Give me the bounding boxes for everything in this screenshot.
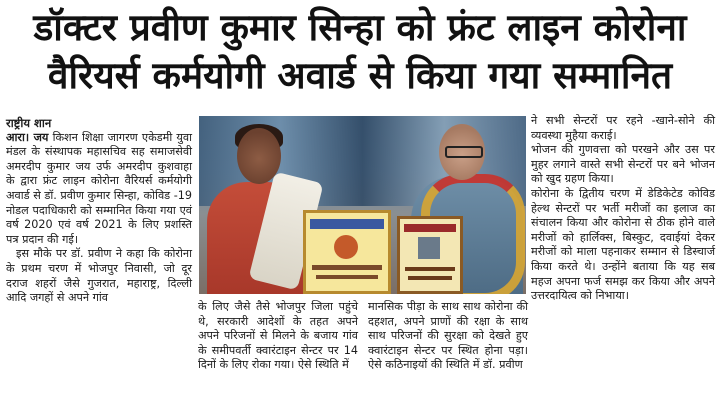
article-column-4 <box>531 114 715 408</box>
headline <box>0 0 720 108</box>
paragraph-7: कोरोना के द्वितीय चरण में डेडिकेटेड कोविड हेल्थ सेन्टरों पर भर्ती मरीजों का इलाज का संचालन किया और कोरोना से ठीक होने वाले मरीजों को हार्लिक्स, बिस्कुट, दवाईयां देकर मरीजों को माला पहनाकर सम्मान से डिस्चार्ज किया करते थे। उन्होंने बताया कि यह सब महज अपना फर्ज समझ कर किया और अपने उत्तरदायित्व को निभाया। <box>531 186 715 303</box>
byline: राष्ट्रीय शान <box>6 116 52 130</box>
paragraph-2: इस मौके पर डॉ. प्रवीण ने कहा कि कोरोना के प्रथम चरण में भोजपुर निवासी, जो दूर दराज शहरों जैसे गुजरात, महाराष्ट्र, दिल्ली आदि जगहों से अपने गांव <box>6 247 192 305</box>
glasses <box>445 146 483 158</box>
article-column-3 <box>368 300 528 408</box>
person-left-head <box>237 128 281 184</box>
paragraph-4: मानसिक पीड़ा के साथ साथ कोरोना की दहशत, अपने प्राणों की रक्षा के साथ साथ परिजनों की सुरक्षा को देखते हुए क्वारंटाइन सेन्टर पर स्थित होना पड़ा। ऐसे कठिनाइयों की स्थिति में डॉ. प्रवीण <box>368 300 528 372</box>
paragraph-6: भोजन की गुणवत्ता को परखने और उस पर मुहर लगाने वास्ते सभी सेन्टरों पर बने भोजन को खुद ग्रहण किया। <box>531 143 715 186</box>
certificate-right <box>397 216 463 294</box>
headline-line-2: वैरियर्स कर्मयोगी अवार्ड से किया गया सम्मानित <box>47 54 673 97</box>
certificate-left <box>303 210 391 294</box>
award-ceremony-photo <box>199 116 526 294</box>
headline-line-1: डॉक्टर प्रवीण कुमार सिन्हा को फ्रंट लाइन कोरोना <box>33 6 687 49</box>
paragraph-1-text: किशन शिक्षा जागरण एकेडमी युवा मंडल के संस्थापक महासचिव सह समाजसेवी अमरदीप कुमार जय उर्फ अमरदीप कुशवाहा के द्वारा फ्रंट लाइन कोरोना वैरियर्स कर्मयोगी अवार्ड से डॉ. प्रवीण कुमार सिन्हा, कोविड -19 नोडल पदाधिकारी को सम्मानित किया गया एवं वर्ष 2020 एवं वर्ष 2021 के लिए प्रशस्ति पत्र प्रदान की गई। <box>6 130 192 246</box>
article-column-1 <box>6 116 192 406</box>
dateline: आरा। जय <box>6 130 49 144</box>
paragraph-3: के लिए जैसे तैसे भोजपुर जिला पहुंचे थे, सरकारी आदेशों के तहत अपने अपने परिजनों से मिलने के बजाय गांव के समीपवर्ती क्वारंटाइन सेन्टर पर 14 दिनों के लिए रोका गया। ऐसे स्थिति में <box>198 300 358 372</box>
paragraph-1 <box>6 131 192 248</box>
paragraph-5: ने सभी सेन्टरों पर रहने -खाने-सोने की व्यवस्था मुहैया कराई। <box>531 114 715 142</box>
article-column-2 <box>198 300 358 408</box>
